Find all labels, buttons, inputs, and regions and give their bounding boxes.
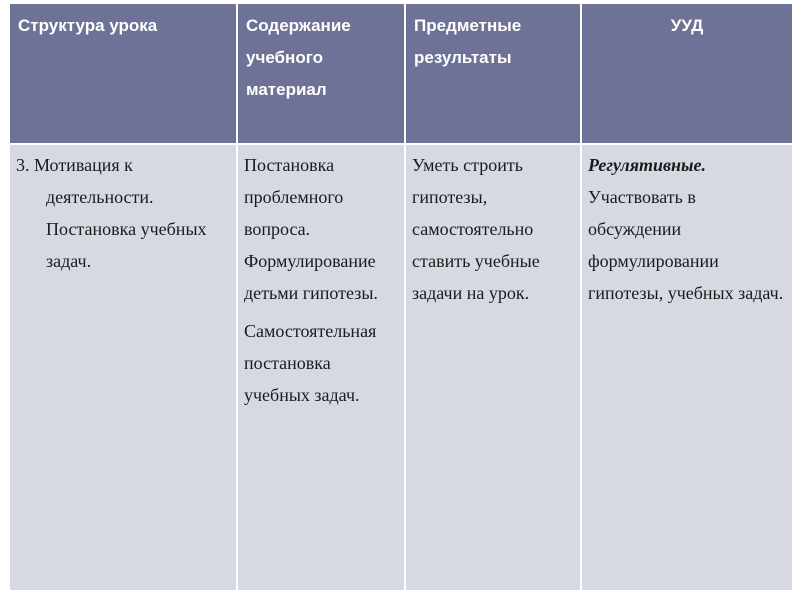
- uud-text: Участвовать в обсуждении формулировании гипотезы, учебных задач.: [588, 187, 784, 303]
- content-paragraph-2: Самостоятельная постановка учебных задач.: [244, 321, 377, 405]
- structure-text: 3. Мотивация к деятельности. Постановка учебных задач.: [16, 155, 207, 271]
- header-uud: УУД: [581, 3, 793, 144]
- uud-label: Регулятивные.: [588, 155, 707, 175]
- header-row: [9, 3, 793, 144]
- table-row: [9, 144, 793, 591]
- cell-content: [237, 144, 405, 591]
- lesson-structure-table: [8, 2, 794, 592]
- header-subject-results: Предметные результаты: [405, 3, 581, 144]
- content-paragraph-1: Постановка проблемного вопроса. Формулирование детьми гипотезы.: [244, 155, 378, 303]
- header-structure: Структура урока: [9, 3, 237, 144]
- cell-uud: [581, 144, 793, 591]
- subject-results-text: Уметь строить гипотезы, самостоятельно ставить учебные задачи на урок.: [412, 155, 540, 303]
- cell-structure: [9, 144, 237, 591]
- header-content: Содержание учебного материал: [237, 3, 405, 144]
- cell-subject-results: [405, 144, 581, 591]
